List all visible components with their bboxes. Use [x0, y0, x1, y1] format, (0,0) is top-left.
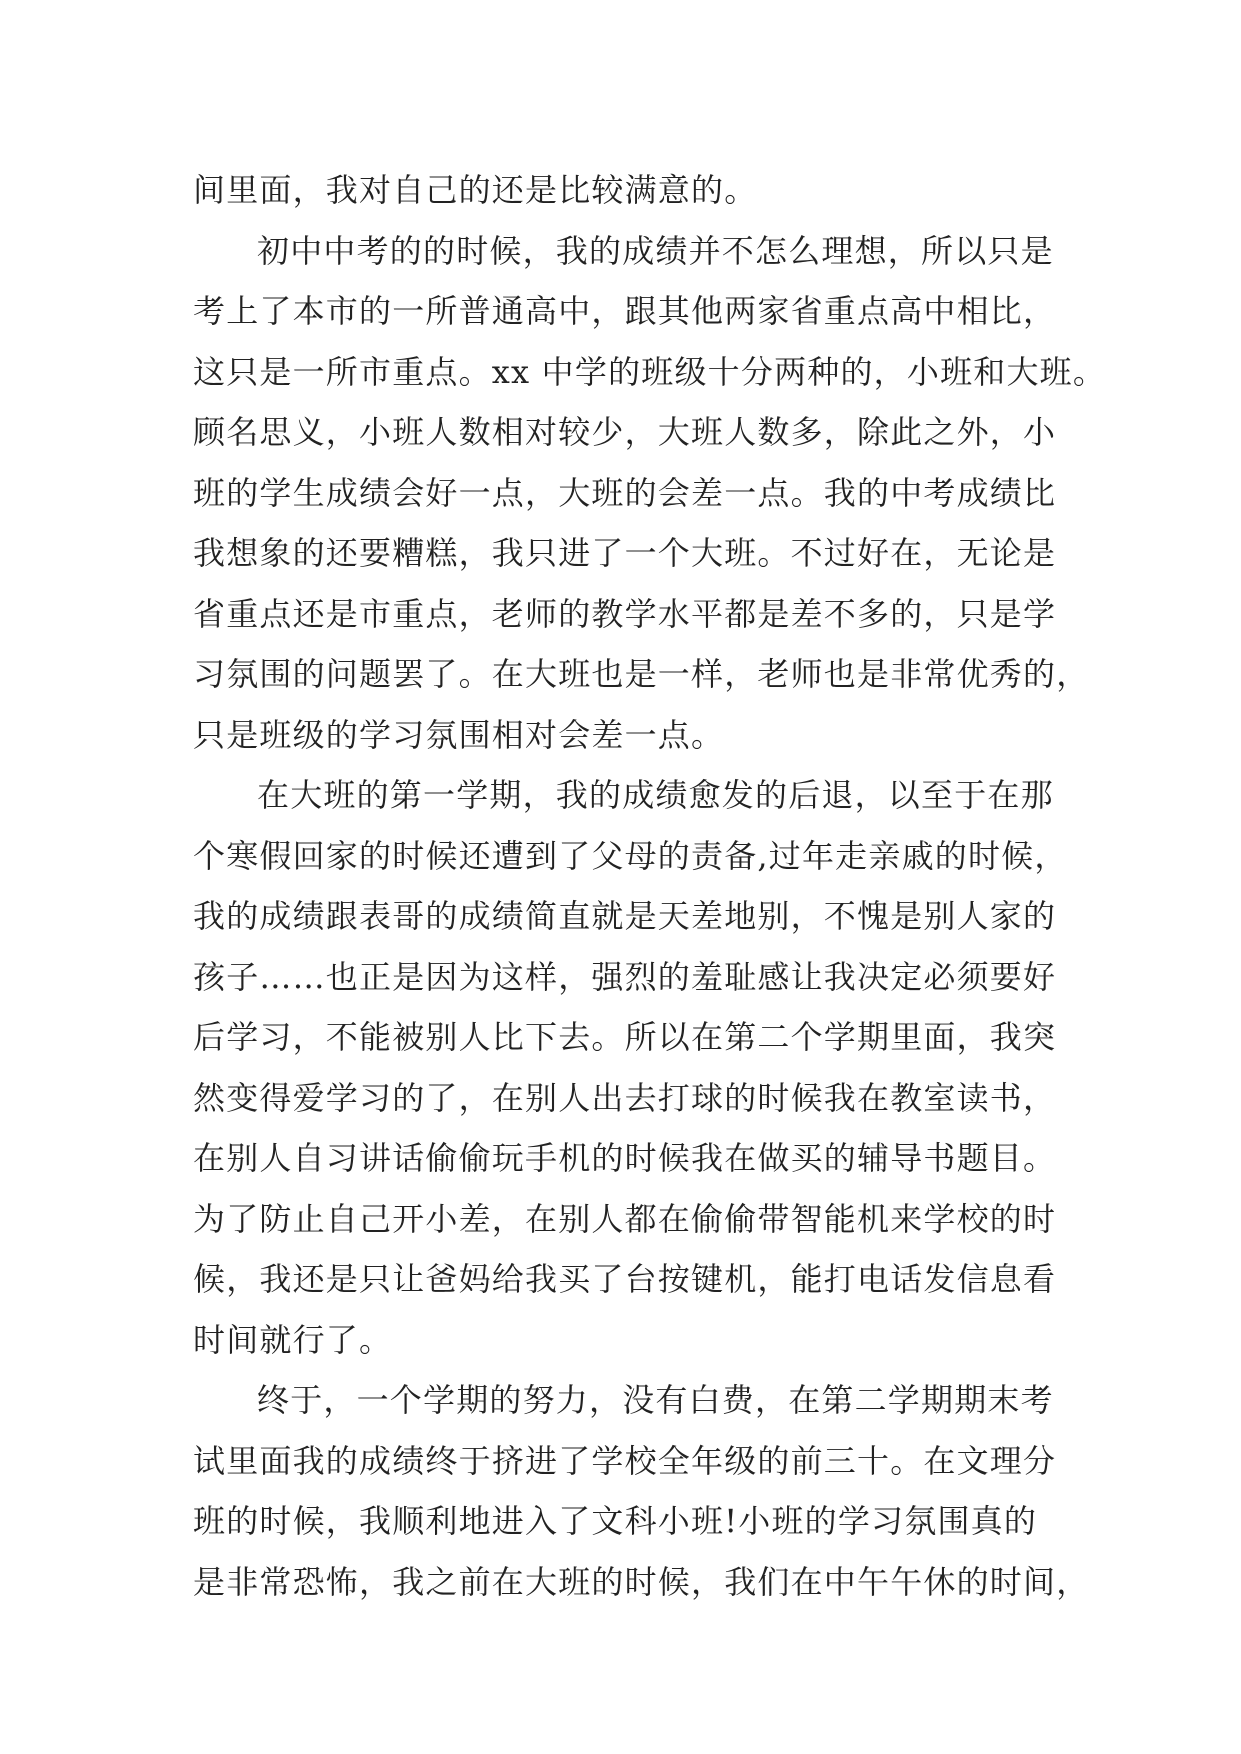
text-line: 然变得爱学习的了，在别人出去打球的时候我在教室读书， — [193, 1078, 1057, 1117]
text-line: 我的成绩跟表哥的成绩简直就是天差地别，不愧是别人家的 — [193, 897, 1057, 935]
text-line: 省重点还是市重点，老师的教学水平都是差不多的，只是学 — [193, 594, 1057, 633]
text-line: 只是班级的学习氛围相对会差一点。 — [193, 715, 725, 754]
text-line: 这只是一所市重点。xx 中学的班级十分两种的，小班和大班。 — [193, 352, 1107, 391]
text-line: 候，我还是只让爸妈给我买了台按键机，能打电话发信息看 — [193, 1260, 1057, 1298]
text-line: 习氛围的问题罢了。在大班也是一样，老师也是非常优秀的， — [193, 655, 1090, 693]
document-body — [193, 160, 1107, 1612]
text-line: 时间就行了。 — [193, 1320, 393, 1359]
text-line: 后学习，不能被别人比下去。所以在第二个学期里面，我突 — [193, 1018, 1057, 1056]
text-line: 我想象的还要糟糕，我只进了一个大班。不过好在，无论是 — [193, 534, 1057, 572]
text-line: 在别人自习讲话偷偷玩手机的时候我在做买的辅导书题目。 — [193, 1139, 1057, 1177]
text-line: 间里面，我对自己的还是比较满意的。 — [193, 171, 758, 209]
text-line: 是非常恐怖，我之前在大班的时候，我们在中午午休的时间， — [193, 1562, 1090, 1601]
text-line: 顾名思义，小班人数相对较少，大班人数多，除此之外，小 — [193, 413, 1057, 451]
text-line: 班的时候，我顺利地进入了文科小班!小班的学习氛围真的 — [193, 1502, 1038, 1540]
text-line: 孩子……也正是因为这样，强烈的羞耻感让我决定必须要好 — [193, 957, 1057, 996]
text-line: 个寒假回家的时候还遭到了父母的责备,过年走亲戚的时候， — [193, 836, 1068, 875]
text-line: 班的学生成绩会好一点，大班的会差一点。我的中考成绩比 — [193, 473, 1057, 512]
paragraph-first-line: 初中中考的的时候，我的成绩并不怎么理想，所以只是 — [257, 231, 1054, 270]
text-line: 试里面我的成绩终于挤进了学校全年级的前三十。在文理分 — [193, 1441, 1057, 1480]
paragraph-first-line: 在大班的第一学期，我的成绩愈发的后退，以至于在那 — [257, 776, 1054, 814]
text-line: 为了防止自己开小差，在别人都在偷偷带智能机来学校的时 — [193, 1199, 1057, 1238]
paragraph-first-line: 终于，一个学期的努力，没有白费，在第二学期期末考 — [257, 1381, 1054, 1419]
text-line: 考上了本市的一所普通高中，跟其他两家省重点高中相比， — [193, 292, 1057, 330]
